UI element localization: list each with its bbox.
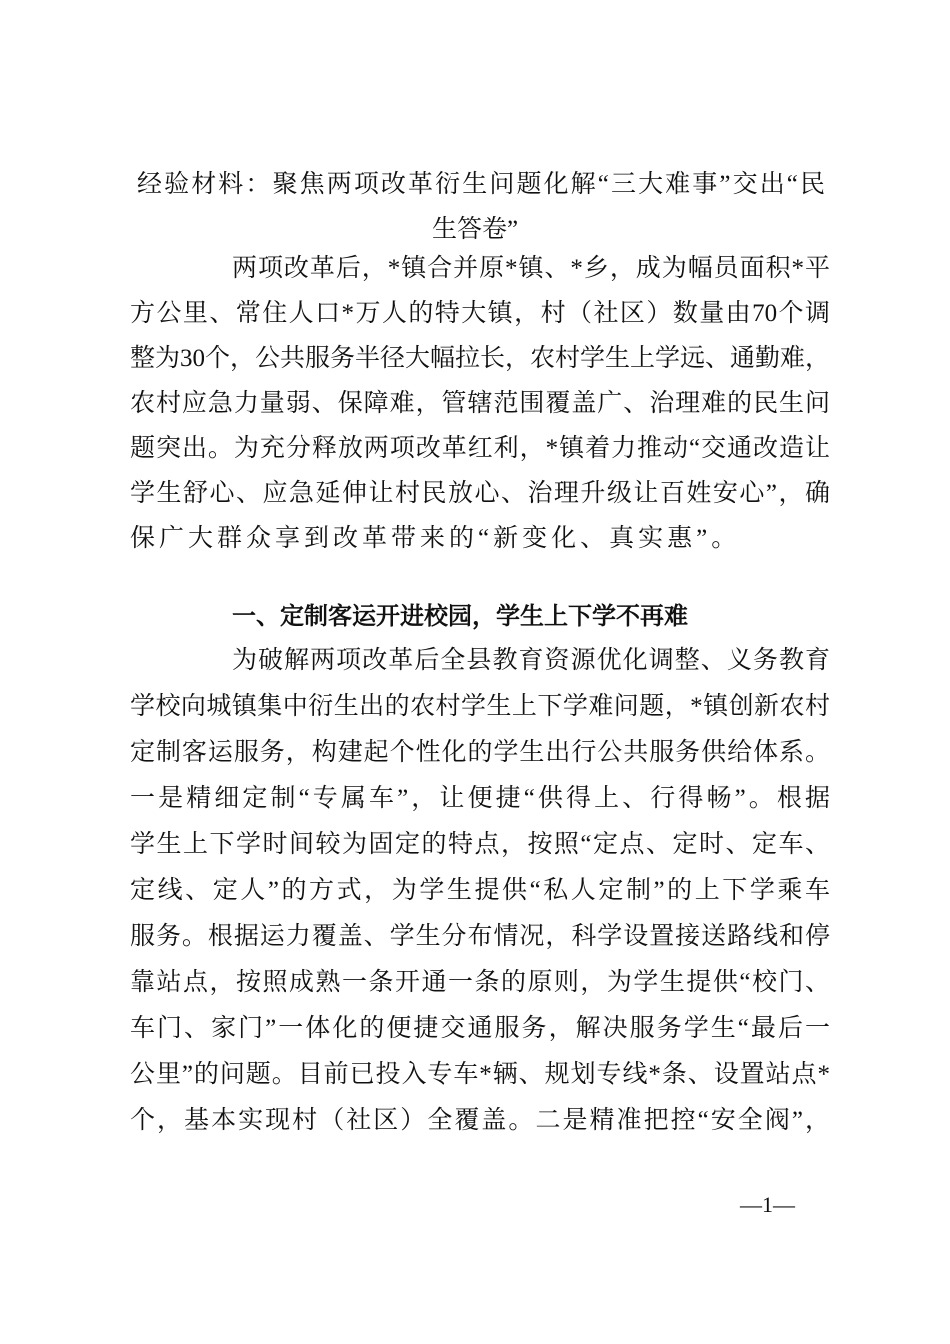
document-title-line-2: 生答卷” — [431, 216, 519, 243]
paragraph-line: 两项改革后，*镇合并原*镇、*乡，成为幅员面积*平 — [232, 255, 830, 282]
page-number: —1— — [740, 1192, 795, 1217]
paragraph-line: 个，基本实现村（社区）全覆盖。二是精准把控“安全阀”， — [130, 1107, 830, 1134]
paragraph-line: 靠站点，按照成熟一条开通一条的原则，为学生提供“校门、 — [130, 969, 830, 996]
paragraph-line: 定制客运服务，构建起个性化的学生出行公共服务供给体系。 — [130, 739, 830, 766]
paragraph-line: 学校向城镇集中衍生出的农村学生上下学难问题，*镇创新农村 — [130, 693, 830, 720]
paragraph-line: 农村应急力量弱、保障难，管辖范围覆盖广、治理难的民生问 — [130, 390, 830, 417]
paragraph-line: 定线、定人”的方式，为学生提供“私人定制”的上下学乘车 — [130, 877, 830, 904]
paragraph-line: 题突出。为充分释放两项改革红利，*镇着力推动“交通改造让 — [130, 435, 830, 462]
paragraph-line: 保广大群众享到改革带来的“新变化、真实惠”。 — [130, 525, 741, 552]
paragraph-line: 方公里、常住人口*万人的特大镇，村（社区）数量由70个调 — [130, 300, 830, 327]
paragraph-line: 整为30个，公共服务半径大幅拉长，农村学生上学远、通勤难， — [130, 345, 831, 372]
paragraph-line: 为破解两项改革后全县教育资源优化调整、义务教育 — [232, 647, 830, 674]
section-heading: 一、定制客运开进校园，学生上下学不再难 — [232, 602, 688, 630]
paragraph-line: 车门、家门”一体化的便捷交通服务，解决服务学生“最后一 — [130, 1015, 830, 1042]
paragraph-line: 学生上下学时间较为固定的特点，按照“定点、定时、定车、 — [130, 831, 830, 858]
paragraph-line: 一是精细定制“专属车”，让便捷“供得上、行得畅”。根据 — [130, 785, 830, 812]
paragraph-line: 服务。根据运力覆盖、学生分布情况，科学设置接送路线和停 — [130, 923, 830, 950]
paragraph-line: 学生舒心、应急延伸让村民放心、治理升级让百姓安心”，确 — [130, 480, 830, 507]
paragraph-line: 公里”的问题。目前已投入专车*辆、规划专线*条、设置站点* — [130, 1061, 830, 1088]
document-title-line-1: 经验材料：聚焦两项改革衍生问题化解“三大难事”交出“民 — [137, 171, 825, 198]
